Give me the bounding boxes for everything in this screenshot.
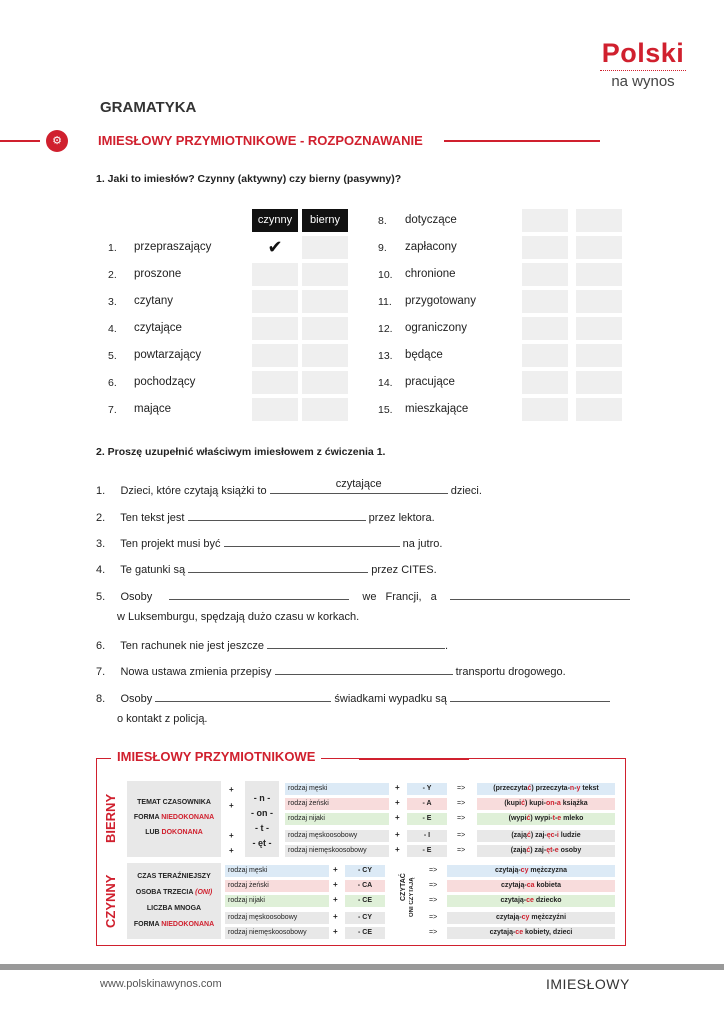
plus-sign: +: [395, 813, 400, 822]
topic-bar: [0, 128, 600, 154]
gears-icon: ⚙: [46, 130, 68, 152]
suffix: - t -: [255, 823, 269, 833]
text: FORMA: [133, 921, 160, 928]
sentence-text: Ten tekst jest: [120, 512, 185, 524]
plus-sign: +: [229, 831, 234, 840]
item-number: 8.: [378, 215, 387, 227]
answer-cell-bierny[interactable]: [576, 263, 622, 286]
text: LUB: [145, 829, 160, 836]
bierny-description: [127, 781, 221, 857]
gender-label: rodzaj żeński: [225, 880, 329, 892]
arrow-icon: =>: [429, 867, 438, 874]
item-number: 12.: [378, 323, 393, 335]
section-title: GRAMATYKA: [100, 99, 197, 116]
example: [447, 927, 615, 939]
sentence-text: Nowa ustawa zmienia przepisy: [120, 666, 272, 678]
sentence-8: [96, 690, 610, 705]
arrow-icon: =>: [457, 800, 466, 807]
example-part: czytają-: [501, 882, 527, 889]
arrow-icon: =>: [457, 832, 466, 839]
sentence-1: [96, 478, 482, 497]
gender-label: rodzaj nijaki: [225, 895, 329, 907]
label-bierny: BIERNY: [103, 793, 118, 843]
czynny-description: [127, 863, 221, 939]
plus-sign: +: [333, 927, 338, 936]
header-bierny: bierny: [302, 209, 348, 232]
answer-cell-czynny[interactable]: [252, 317, 298, 340]
gender-label: rodzaj niemęskoosobowy: [285, 845, 389, 857]
item-word: chronione: [405, 268, 456, 280]
highlight: NIEDOKONANA: [161, 921, 215, 928]
ending: - E: [407, 813, 447, 825]
item-number: 11.: [378, 296, 392, 308]
ending: - CE: [345, 927, 385, 939]
answer-blank[interactable]: [224, 535, 400, 547]
sentence-number: 7.: [96, 666, 106, 678]
example: [477, 845, 615, 857]
logo: [598, 38, 688, 91]
footer-topic: IMIESŁOWY: [546, 976, 630, 992]
item-number: 2.: [108, 269, 117, 281]
example-part: n: [569, 785, 575, 792]
plus-sign: +: [395, 845, 400, 854]
topic-line-right: [444, 140, 600, 142]
label-czynny: CZYNNY: [103, 874, 118, 928]
czynny-desc-line: CZAS TERAŹNIEJSZY: [137, 873, 211, 880]
footer-band: [0, 964, 724, 970]
example-part: -: [554, 815, 558, 822]
example-part: ) kupi-: [524, 800, 546, 807]
item-number: 1.: [108, 242, 117, 254]
sentence-3: [96, 535, 442, 550]
item-word: zapłacony: [405, 241, 457, 253]
answer-blank[interactable]: [450, 690, 610, 702]
text: OSOBA TRZECIA: [135, 889, 194, 896]
gender-label: rodzaj męski: [285, 783, 389, 795]
example-part: czytają-: [489, 929, 516, 936]
example-part: t: [552, 815, 555, 822]
arrow-icon: =>: [429, 897, 438, 904]
example-part: ęc: [546, 832, 555, 839]
sentence-8-continued: o kontakt z policją.: [117, 713, 208, 725]
sentence-text-end: .: [445, 640, 449, 652]
czytac-vertical: [397, 863, 421, 939]
example-part: cy: [521, 914, 530, 921]
example-part: ce: [515, 929, 524, 936]
sentence-text: Dzieci, które czytają książki to: [120, 485, 267, 497]
arrow-icon: =>: [457, 815, 466, 822]
answer-cell-czynny[interactable]: [252, 236, 298, 259]
answer-cell-bierny[interactable]: [302, 344, 348, 367]
ending: - I: [407, 830, 447, 842]
sentence-text-end: na jutro.: [402, 538, 443, 550]
gender-label: rodzaj żeński: [285, 798, 389, 810]
plus-sign: +: [395, 830, 400, 839]
answer-cell-bierny[interactable]: [576, 209, 622, 232]
ending: - A: [407, 798, 447, 810]
example: [477, 783, 615, 795]
ending: - Y: [407, 783, 447, 795]
example: [447, 895, 615, 907]
item-number: 13.: [378, 350, 393, 362]
item-word: pochodzący: [134, 376, 196, 388]
sentence-text-end: przez lektora.: [368, 512, 435, 524]
example-part: osoby: [558, 847, 582, 854]
sentence-5: [96, 588, 630, 603]
ending: - CY: [345, 865, 385, 877]
answer-blank[interactable]: [169, 588, 349, 600]
item-number: 7.: [108, 404, 117, 416]
answer-cell-bierny[interactable]: [302, 236, 348, 259]
arrow-icon: =>: [429, 914, 438, 921]
highlight: (ONI): [195, 889, 213, 896]
arrow-icon: =>: [429, 929, 438, 936]
example-part: a: [556, 800, 561, 807]
example-part: (zają: [510, 847, 527, 854]
example: [447, 880, 615, 892]
example-part: mężczyźni: [529, 914, 567, 921]
example-part: ć: [526, 847, 531, 854]
arrow-icon: =>: [457, 847, 466, 854]
sentence-text: Osoby: [120, 591, 153, 603]
plus-sign: +: [395, 783, 400, 792]
example-part: mleko: [561, 815, 584, 822]
example-part: ) wypi-: [530, 815, 553, 822]
sentence-5-continued: w Luksemburgu, spędzają dużo czasu w korkach.: [117, 611, 360, 623]
answer-blank[interactable]: [450, 588, 630, 600]
sentence-text-end: dzieci.: [450, 485, 482, 497]
highlight: NIEDOKONANA: [161, 814, 215, 821]
example-part: ) zaj-: [530, 847, 547, 854]
ending: - CA: [345, 880, 385, 892]
plus-sign: +: [333, 865, 338, 874]
czytac-label: CZYTAĆ: [400, 873, 407, 901]
example-part: ce: [526, 897, 534, 904]
answer-cell-czynny[interactable]: [522, 371, 568, 394]
plus-sign: +: [229, 801, 234, 810]
sentence-text-end: transportu drogowego.: [455, 666, 566, 678]
example-part: -: [552, 847, 555, 854]
item-word: czytany: [134, 295, 173, 307]
example-part: książka: [560, 800, 588, 807]
example-part: y: [576, 785, 581, 792]
answer-cell-bierny[interactable]: [302, 317, 348, 340]
plus-sign: +: [333, 912, 338, 921]
example-part: -: [554, 832, 557, 839]
sentence-7: [96, 663, 566, 678]
sentence-text: Ten rachunek nie jest jeszcze: [120, 640, 264, 652]
example-part: czytają-: [494, 867, 521, 874]
czynny-desc-line: [127, 885, 221, 901]
item-word: mające: [134, 403, 172, 415]
example: [447, 912, 615, 924]
text: FORMA: [133, 814, 160, 821]
example-part: e: [554, 847, 559, 854]
header-czynny: czynny: [252, 209, 298, 232]
exercise-2-question: 2. Proszę uzupełnić właściwym imiesłowem z ćwiczenia 1.: [96, 446, 386, 458]
example: [477, 830, 615, 842]
example-part: kobiety, dzieci: [523, 929, 573, 936]
ending: - CY: [345, 912, 385, 924]
arrow-icon: =>: [457, 785, 466, 792]
item-word: czytające: [134, 322, 182, 334]
sentence-number: 8.: [96, 693, 106, 705]
sentence-text: świadkami wypadku są: [334, 693, 447, 705]
example-part: ludzie: [558, 832, 581, 839]
item-number: 14.: [378, 377, 393, 389]
topic-title: IMIESŁOWY PRZYMIOTNIKOWE - ROZPOZNAWANIE: [98, 133, 423, 148]
answer-cell-bierny[interactable]: [302, 371, 348, 394]
item-number: 15.: [378, 404, 393, 416]
example-part: tekst: [580, 785, 599, 792]
example: [447, 865, 615, 877]
answer-cell-czynny[interactable]: [522, 317, 568, 340]
example-part: e: [557, 815, 562, 822]
arrow-icon: =>: [429, 882, 438, 889]
sentence-text: we: [362, 591, 377, 603]
item-number: 9.: [378, 242, 387, 254]
grammar-box-title-line: [359, 758, 469, 760]
bierny-desc-line: [127, 825, 221, 840]
filled-answer: czytające: [335, 478, 382, 490]
example-part: -: [574, 785, 577, 792]
item-word: będące: [405, 349, 443, 361]
example-part: cy: [520, 867, 529, 874]
item-number: 3.: [108, 296, 117, 308]
item-word: przygotowany: [405, 295, 476, 307]
answer-cell-czynny[interactable]: [522, 236, 568, 259]
answer-cell-czynny[interactable]: [252, 371, 298, 394]
gender-label: rodzaj męski: [225, 865, 329, 877]
sentence-number: 2.: [96, 512, 106, 524]
sentence-number: 3.: [96, 538, 106, 550]
example-part: (przeczyta: [493, 785, 528, 792]
oni-czytaja-label: ONI CZYTAJĄ: [409, 877, 415, 917]
bierny-desc-line: TEMAT CZASOWNIKA: [137, 799, 211, 806]
answer-cell-bierny[interactable]: [302, 398, 348, 421]
plus-sign: +: [229, 846, 234, 855]
answer-cell-czynny[interactable]: [252, 398, 298, 421]
example-part: ) zaj-: [530, 832, 547, 839]
suffix: - n -: [253, 793, 271, 803]
answer-cell-bierny[interactable]: [576, 236, 622, 259]
sentence-2: [96, 509, 435, 524]
example-part: ć: [526, 815, 531, 822]
answer-cell-bierny[interactable]: [302, 263, 348, 286]
example-part: (zają: [511, 832, 527, 839]
answer-cell-czynny[interactable]: [252, 263, 298, 286]
example-part: ć: [526, 832, 531, 839]
sentence-number: 5.: [96, 591, 106, 603]
item-word: przepraszający: [134, 241, 212, 253]
item-word: proszone: [134, 268, 182, 280]
answer-cell-bierny[interactable]: [302, 290, 348, 313]
sentence-number: 1.: [96, 485, 106, 497]
answer-blank[interactable]: [155, 690, 331, 702]
bierny-desc-line: [127, 810, 221, 825]
answer-blank[interactable]: [270, 478, 448, 494]
example-part: ) przeczyta-: [531, 785, 570, 792]
checkmark-icon: ✔: [267, 237, 283, 257]
example-part: on: [545, 800, 555, 807]
example-part: (wypi: [508, 815, 527, 822]
answer-cell-czynny[interactable]: [522, 344, 568, 367]
example-part: ć: [527, 785, 532, 792]
example-part: czytają-: [500, 897, 527, 904]
plus-sign: +: [333, 880, 338, 889]
logo-title: Polski: [601, 38, 685, 68]
grammar-box: [96, 749, 626, 946]
answer-cell-czynny[interactable]: [252, 344, 298, 367]
plus-sign: +: [333, 895, 338, 904]
example-part: ca: [526, 882, 535, 889]
example-part: czytają-: [495, 914, 522, 921]
highlight: DOKONANA: [161, 829, 203, 836]
answer-cell-bierny[interactable]: [576, 317, 622, 340]
answer-cell-bierny[interactable]: [576, 344, 622, 367]
answer-blank[interactable]: [188, 509, 366, 521]
answer-cell-bierny[interactable]: [576, 290, 622, 313]
example: [477, 798, 615, 810]
answer-cell-bierny[interactable]: [576, 398, 622, 421]
logo-subtitle: na wynos: [611, 73, 675, 90]
item-word: dotyczące: [405, 214, 457, 226]
answer-cell-bierny[interactable]: [576, 371, 622, 394]
suffix-box: [245, 781, 279, 857]
example-part: ć: [521, 800, 525, 807]
sentence-number: 4.: [96, 564, 106, 576]
plus-sign: +: [229, 785, 234, 794]
topic-line-left: [0, 140, 40, 142]
example: [477, 813, 615, 825]
czynny-desc-line: LICZBA MNOGA: [146, 905, 202, 912]
item-number: 10.: [378, 269, 393, 281]
czynny-desc-line: [127, 917, 221, 933]
gender-label: rodzaj nijaki: [285, 813, 389, 825]
sentence-6: [96, 637, 448, 652]
item-word: mieszkające: [405, 403, 469, 415]
suffix: - ęt -: [252, 838, 272, 848]
sentence-text-end: przez CITES.: [371, 564, 437, 576]
sentence-text: Te gatunki są: [120, 564, 186, 576]
suffix: - on -: [251, 808, 273, 818]
footer-url[interactable]: www.polskinawynos.com: [100, 978, 222, 990]
grammar-box-title: IMIESŁOWY PRZYMIOTNIKOWE: [111, 749, 321, 764]
sentence-text: a: [430, 591, 437, 603]
example-part: -: [554, 800, 557, 807]
logo-divider: [600, 70, 686, 71]
ending: - CE: [345, 895, 385, 907]
item-word: ograniczony: [405, 322, 468, 334]
item-number: 6.: [108, 377, 117, 389]
sentence-text: Osoby: [120, 693, 153, 705]
exercise-1-question: 1. Jaki to imiesłów? Czynny (aktywny) czy bierny (pasywny)?: [96, 173, 402, 185]
answer-cell-czynny[interactable]: [522, 398, 568, 421]
sentence-4: [96, 561, 437, 576]
answer-cell-czynny[interactable]: [252, 290, 298, 313]
ending: - E: [407, 845, 447, 857]
example-part: mężczyzna: [528, 867, 567, 874]
sentence-text: Francji,: [385, 591, 422, 603]
example-part: kobieta: [534, 882, 561, 889]
example-part: ęt: [546, 847, 553, 854]
answer-blank[interactable]: [188, 561, 368, 573]
item-number: 5.: [108, 350, 117, 362]
answer-cell-czynny[interactable]: [522, 209, 568, 232]
answer-blank[interactable]: [275, 663, 453, 675]
answer-cell-czynny[interactable]: [522, 290, 568, 313]
sentence-text: Ten projekt musi być: [120, 538, 221, 550]
item-word: pracujące: [405, 376, 455, 388]
gender-label: rodzaj męskoosobowy: [285, 830, 389, 842]
plus-sign: +: [395, 798, 400, 807]
answer-blank[interactable]: [267, 637, 445, 649]
sentence-number: 6.: [96, 640, 106, 652]
gender-label: rodzaj niemęskoosobowy: [225, 927, 329, 939]
example-part: dziecko: [533, 897, 562, 904]
example-part: i: [556, 832, 559, 839]
answer-cell-czynny[interactable]: [522, 263, 568, 286]
gender-label: rodzaj męskoosobowy: [225, 912, 329, 924]
item-word: powtarzający: [134, 349, 202, 361]
example-part: (kupi: [504, 800, 522, 807]
item-number: 4.: [108, 323, 117, 335]
